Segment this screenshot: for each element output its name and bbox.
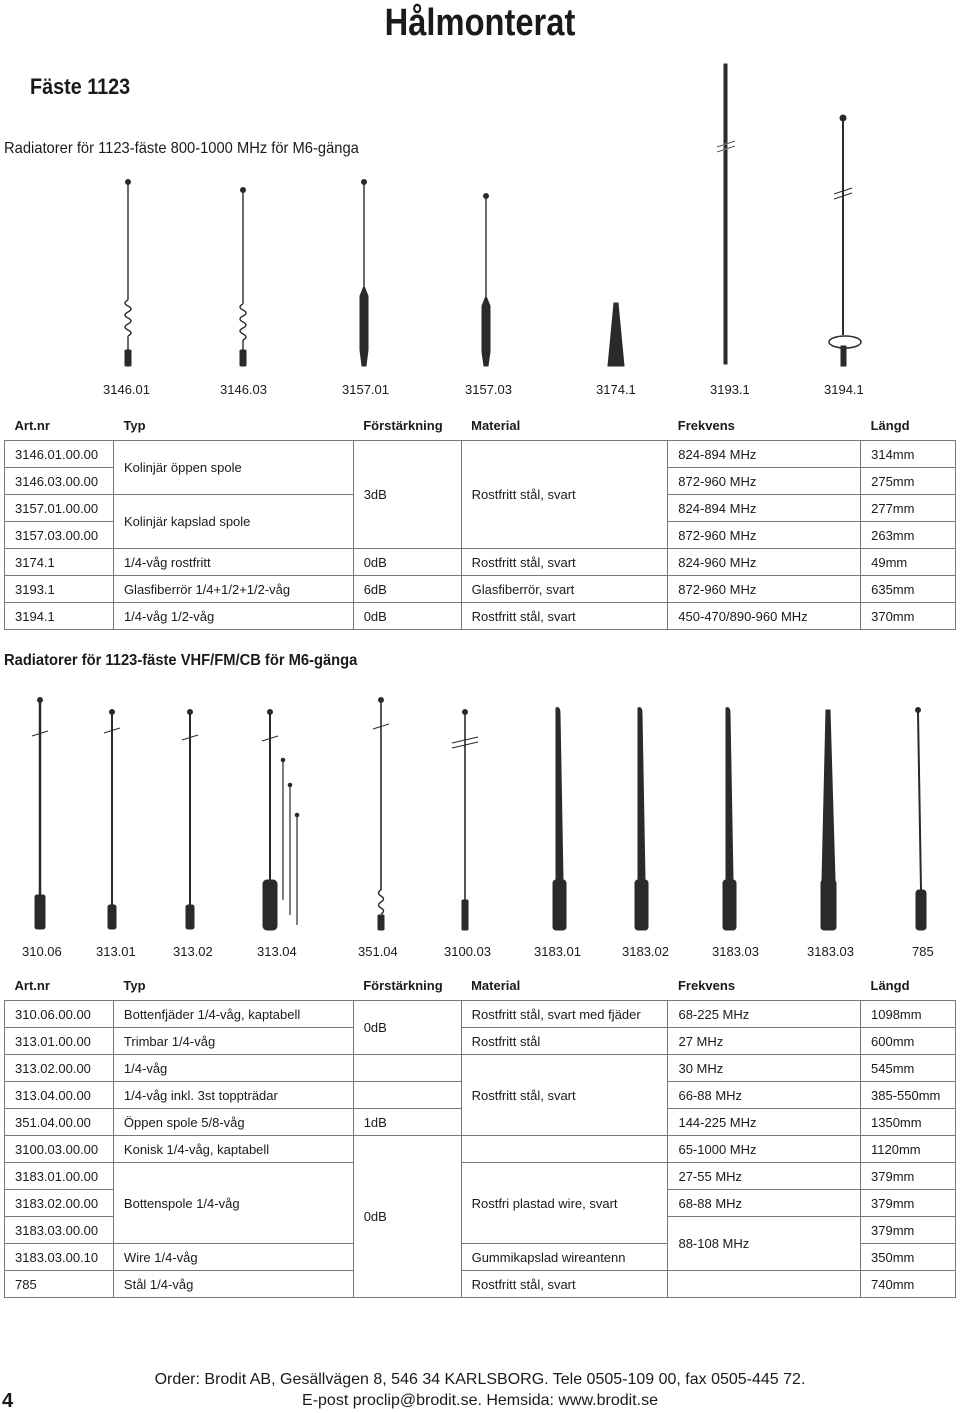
antenna-3157-03-image xyxy=(482,194,490,367)
page-title: Hålmonterat xyxy=(384,2,576,44)
antenna-3157-01-image xyxy=(360,180,368,367)
cell-artnr: 313.04.00.00 xyxy=(5,1082,114,1109)
cell-langd: 740mm xyxy=(861,1271,956,1298)
cell-langd: 49mm xyxy=(861,549,956,576)
header-artnr: Art.nr xyxy=(14,977,50,993)
table-row xyxy=(5,1136,956,1163)
cell-langd: 635mm xyxy=(861,576,956,603)
cell-artnr: 313.01.00.00 xyxy=(5,1028,114,1055)
antenna-785-image xyxy=(916,708,927,931)
page-subtitle: Fäste 1123 xyxy=(30,74,131,99)
page-number: 4 xyxy=(2,1390,14,1412)
cell-langd: 275mm xyxy=(861,468,956,495)
cell-artnr: 3183.03.00.10 xyxy=(5,1244,114,1271)
cell-material: Rostfritt stål, svart xyxy=(461,1055,668,1136)
cell-langd: 379mm xyxy=(861,1190,956,1217)
cell-artnr: 313.02.00.00 xyxy=(5,1055,114,1082)
cell-artnr: 785 xyxy=(5,1271,114,1298)
cell-langd: 277mm xyxy=(861,495,956,522)
cell-langd: 600mm xyxy=(861,1028,956,1055)
product-label: 3146.03 xyxy=(220,382,267,397)
cell-frekvens xyxy=(668,1271,861,1298)
product-label: 3100.03 xyxy=(444,944,491,959)
header-forstarkning: Förstärkning xyxy=(363,977,443,993)
cell-typ: 1/4-våg xyxy=(113,1055,353,1082)
cell-frekvens: 824-960 MHz xyxy=(668,549,861,576)
product-label: 313.04 xyxy=(257,944,297,959)
cell-frekvens: 88-108 MHz xyxy=(668,1217,861,1271)
antenna-313-02-image xyxy=(182,710,198,930)
product-label: 3146.01 xyxy=(103,382,150,397)
section1-spec-table xyxy=(4,410,956,630)
cell-material: Rostfritt stål, svart xyxy=(461,1271,668,1298)
product-label: 785 xyxy=(912,944,934,959)
header-artnr: Art.nr xyxy=(14,417,50,433)
cell-typ: Wire 1/4-våg xyxy=(113,1244,353,1271)
cell-langd: 1120mm xyxy=(861,1136,956,1163)
cell-frekvens: 872-960 MHz xyxy=(668,468,861,495)
cell-typ: Kolinjär öppen spole xyxy=(113,441,353,495)
product-label: 310.06 xyxy=(22,944,62,959)
table-row xyxy=(5,576,956,603)
cell-forstarkning: 0dB xyxy=(353,1136,461,1298)
cell-material: Rostfritt stål, svart xyxy=(461,603,668,630)
cell-langd: 370mm xyxy=(861,603,956,630)
cell-forstarkning: 0dB xyxy=(353,549,461,576)
cell-frekvens: 450-470/890-960 MHz xyxy=(668,603,861,630)
cell-artnr: 3183.01.00.00 xyxy=(5,1163,114,1190)
cell-material: Gummikapslad wireantenn xyxy=(461,1244,668,1271)
cell-typ: Glasfiberrör 1/4+1/2+1/2-våg xyxy=(113,576,353,603)
table-header-row xyxy=(5,970,956,1001)
cell-langd: 545mm xyxy=(861,1055,956,1082)
cell-langd: 263mm xyxy=(861,522,956,549)
cell-forstarkning: 6dB xyxy=(353,576,461,603)
cell-frekvens: 68-225 MHz xyxy=(668,1001,861,1028)
cell-artnr: 3157.01.00.00 xyxy=(5,495,114,522)
cell-forstarkning: 0dB xyxy=(353,1001,461,1055)
antenna-3183-03-10-image xyxy=(821,710,836,930)
cell-langd: 1350mm xyxy=(861,1109,956,1136)
cell-frekvens: 27 MHz xyxy=(668,1028,861,1055)
cell-typ: Bottenfjäder 1/4-våg, kaptabell xyxy=(113,1001,353,1028)
cell-artnr: 3193.1 xyxy=(5,576,114,603)
cell-material: Rostfritt stål, svart xyxy=(461,441,668,549)
header-forstarkning: Förstärkning xyxy=(363,417,443,433)
cell-frekvens: 68-88 MHz xyxy=(668,1190,861,1217)
cell-langd: 350mm xyxy=(861,1244,956,1271)
antenna-3146-03-image xyxy=(240,188,246,367)
antenna-3100-03-image xyxy=(452,710,478,931)
product-label: 3157.01 xyxy=(342,382,389,397)
section1-title: Radiatorer för 1123-fäste 800-1000 MHz för M6-gänga xyxy=(4,140,359,157)
antenna-3183-02-image xyxy=(635,708,648,930)
cell-forstarkning xyxy=(353,1055,461,1082)
cell-frekvens: 27-55 MHz xyxy=(668,1163,861,1190)
section2-title: Radiatorer för 1123-fäste VHF/FM/CB för M6-gänga xyxy=(4,652,358,669)
product-label: 3183.02 xyxy=(622,944,669,959)
cell-artnr: 310.06.00.00 xyxy=(5,1001,114,1028)
cell-artnr: 3194.1 xyxy=(5,603,114,630)
product-label: 3194.1 xyxy=(824,382,864,397)
product-label: 3193.1 xyxy=(710,382,750,397)
cell-typ: Trimbar 1/4-våg xyxy=(113,1028,353,1055)
table-row xyxy=(5,549,956,576)
cell-typ: Stål 1/4-våg xyxy=(113,1271,353,1298)
cell-typ: Konisk 1/4-våg, kaptabell xyxy=(113,1136,353,1163)
section1-antenna-illustrations xyxy=(0,0,960,400)
cell-material: Rostfritt stål xyxy=(461,1028,668,1055)
product-label: 3183.03 xyxy=(712,944,759,959)
cell-artnr: 3157.03.00.00 xyxy=(5,522,114,549)
cell-forstarkning: 1dB xyxy=(353,1109,461,1136)
cell-frekvens: 872-960 MHz xyxy=(668,576,861,603)
cell-langd: 314mm xyxy=(861,441,956,468)
cell-frekvens: 65-1000 MHz xyxy=(668,1136,861,1163)
cell-frekvens: 824-894 MHz xyxy=(668,441,861,468)
table-row xyxy=(5,1028,956,1055)
header-frekvens: Frekvens xyxy=(677,977,736,993)
cell-langd: 379mm xyxy=(861,1217,956,1244)
product-label: 351.04 xyxy=(358,944,398,959)
table-row xyxy=(5,1001,956,1028)
table-row xyxy=(5,1163,956,1190)
antenna-3183-01-image xyxy=(553,708,566,930)
cell-forstarkning: 3dB xyxy=(353,441,461,549)
header-material: Material xyxy=(471,417,521,433)
cell-artnr: 3183.03.00.00 xyxy=(5,1217,114,1244)
cell-material: Rostfri plastad wire, svart xyxy=(461,1163,668,1244)
table-row xyxy=(5,441,956,468)
cell-material: Rostfritt stål, svart med fjäder xyxy=(461,1001,668,1028)
cell-artnr: 3146.03.00.00 xyxy=(5,468,114,495)
cell-langd: 385-550mm xyxy=(861,1082,956,1109)
cell-typ: Kolinjär kapslad spole xyxy=(113,495,353,549)
cell-frekvens: 824-894 MHz xyxy=(668,495,861,522)
product-label: 3183.03 xyxy=(807,944,854,959)
cell-frekvens: 30 MHz xyxy=(668,1055,861,1082)
header-langd: Längd xyxy=(870,977,910,993)
antenna-351-04-image xyxy=(373,698,389,931)
table-row xyxy=(5,603,956,630)
cell-artnr: 3100.03.00.00 xyxy=(5,1136,114,1163)
cell-artnr: 3146.01.00.00 xyxy=(5,441,114,468)
cell-typ: Bottenspole 1/4-våg xyxy=(113,1163,353,1244)
section2-antenna-illustrations xyxy=(0,680,960,940)
antenna-3183-03-image xyxy=(723,708,736,930)
header-typ: Typ xyxy=(123,417,146,433)
cell-langd: 379mm xyxy=(861,1163,956,1190)
antenna-3194-1-image xyxy=(829,115,861,366)
antenna-3193-1-image xyxy=(717,64,735,364)
table-header-row xyxy=(5,410,956,441)
cell-langd: 1098mm xyxy=(861,1001,956,1028)
product-label: 3157.03 xyxy=(465,382,512,397)
header-frekvens: Frekvens xyxy=(677,417,735,433)
cell-forstarkning: 0dB xyxy=(353,603,461,630)
cell-material xyxy=(461,1136,668,1163)
cell-typ: 1/4-våg rostfritt xyxy=(113,549,353,576)
cell-typ: 1/4-våg inkl. 3st toppträdar xyxy=(113,1082,353,1109)
table-row xyxy=(5,1055,956,1082)
table-row xyxy=(5,1271,956,1298)
antenna-313-01-image xyxy=(104,710,120,930)
cell-frekvens: 66-88 MHz xyxy=(668,1082,861,1109)
section2-spec-table xyxy=(4,970,956,1298)
cell-artnr: 351.04.00.00 xyxy=(5,1109,114,1136)
footer-contact-info: E-post proclip@brodit.se. Hemsida: www.brodit.se xyxy=(302,1392,658,1409)
cell-artnr: 3174.1 xyxy=(5,549,114,576)
header-typ: Typ xyxy=(123,977,146,993)
product-label: 313.02 xyxy=(173,944,213,959)
cell-material: Glasfiberrör, svart xyxy=(461,576,668,603)
footer-order-info: Order: Brodit AB, Gesällvägen 8, 546 34 KARLSBORG. Tele 0505-109 00, fax 0505-445 72. xyxy=(154,1371,806,1388)
cell-typ: Öppen spole 5/8-våg xyxy=(113,1109,353,1136)
antenna-3174-1-image xyxy=(608,303,624,366)
cell-artnr: 3183.02.00.00 xyxy=(5,1190,114,1217)
cell-forstarkning xyxy=(353,1082,461,1109)
product-label: 3183.01 xyxy=(534,944,581,959)
cell-material: Rostfritt stål, svart xyxy=(461,549,668,576)
antenna-310-06-image xyxy=(32,698,48,930)
antenna-313-04-image xyxy=(262,710,299,931)
header-langd: Längd xyxy=(870,417,910,433)
cell-frekvens: 144-225 MHz xyxy=(668,1109,861,1136)
cell-typ: 1/4-våg 1/2-våg xyxy=(113,603,353,630)
cell-frekvens: 872-960 MHz xyxy=(668,522,861,549)
product-label: 313.01 xyxy=(96,944,136,959)
product-label: 3174.1 xyxy=(596,382,636,397)
antenna-3146-01-image xyxy=(125,180,131,367)
header-material: Material xyxy=(471,977,521,993)
